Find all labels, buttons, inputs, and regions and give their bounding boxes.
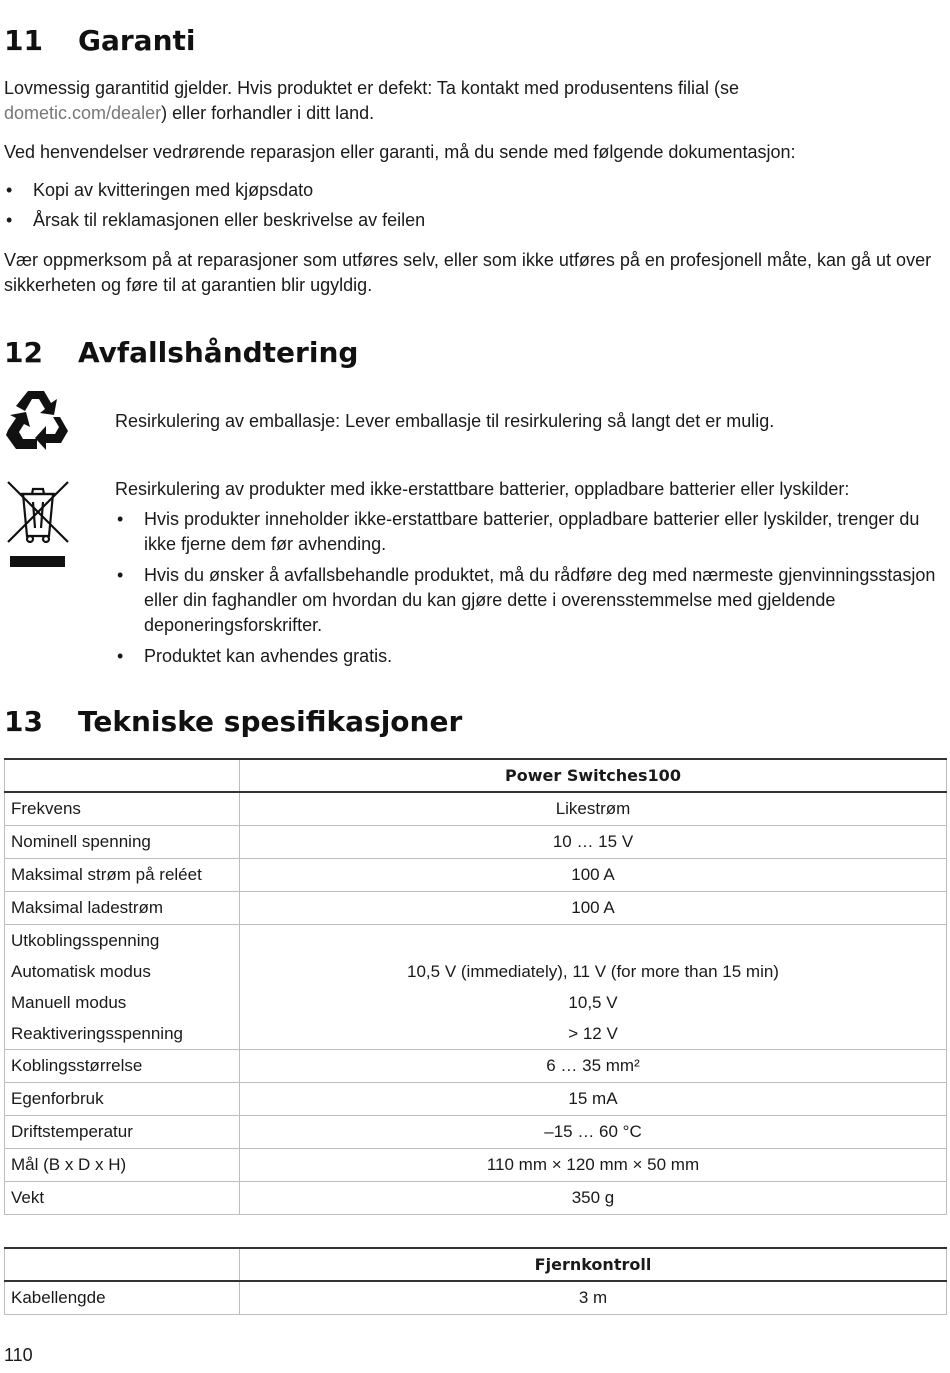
dealer-link[interactable]: dometic.com/dealer bbox=[4, 103, 162, 123]
list-item: • Hvis produkter inneholder ikke-erstattbare batterier, oppladbare batterier eller lyskilder, trenger du ikke fjerne dem før avhending. bbox=[115, 507, 945, 557]
table-cell: Reaktiveringsspenning bbox=[5, 1018, 240, 1050]
docs-intro: Ved henvendelser vedrørende reparasjon eller garanti, må du sende med følgende dokumentasjon: bbox=[4, 142, 796, 162]
weee-intro: Resirkulering av produkter med ikke-erstattbare batterier, oppladbare batterier eller lyskilder: bbox=[115, 479, 850, 499]
table-cell: 350 g bbox=[240, 1182, 947, 1215]
table-row bbox=[5, 1281, 947, 1315]
table-cell: Koblingsstørrelse bbox=[5, 1050, 240, 1083]
table-row bbox=[5, 826, 947, 859]
table-cell: Nominell spenning bbox=[5, 826, 240, 859]
table-row bbox=[5, 892, 947, 925]
table-header-row bbox=[5, 1248, 947, 1281]
table-cell: Maksimal ladestrøm bbox=[5, 892, 240, 925]
table-row bbox=[5, 1182, 947, 1215]
table-row bbox=[5, 1050, 947, 1083]
section-11-heading bbox=[4, 24, 196, 57]
section-number: 12 bbox=[4, 336, 43, 369]
docs-list bbox=[4, 178, 904, 238]
spec-table bbox=[4, 758, 947, 1215]
table-header-row bbox=[5, 759, 947, 792]
section-title: Tekniske spesifikasjoner bbox=[78, 705, 463, 738]
table-cell: 15 mA bbox=[240, 1083, 947, 1116]
warranty-intro-text-end: ) eller forhandler i ditt land. bbox=[161, 103, 375, 123]
section-number: 11 bbox=[4, 24, 43, 57]
table-row bbox=[5, 956, 947, 987]
table-cell: Utkoblingsspenning bbox=[5, 925, 240, 957]
table-cell: Manuell modus bbox=[5, 987, 240, 1018]
table-cell: Kabellengde bbox=[5, 1281, 240, 1315]
table-header-cell: Power Switches100 bbox=[240, 759, 947, 792]
table-row bbox=[5, 1018, 947, 1050]
remote-table bbox=[4, 1247, 947, 1315]
section-13-heading bbox=[4, 705, 462, 738]
table-cell: 10 … 15 V bbox=[240, 826, 947, 859]
section-number: 13 bbox=[4, 705, 43, 738]
section-12-heading bbox=[4, 336, 358, 369]
section-title: Avfallshåndtering bbox=[78, 336, 359, 369]
page-number: 110 bbox=[4, 1345, 33, 1365]
table-cell: Maksimal strøm på reléet bbox=[5, 859, 240, 892]
table-cell: 10,5 V (immediately), 11 V (for more than 15 min) bbox=[240, 956, 947, 987]
warranty-intro bbox=[4, 76, 904, 126]
table-cell: Vekt bbox=[5, 1182, 240, 1215]
warranty-intro-text: Lovmessig garantitid gjelder. Hvis produktet er defekt: Ta kontakt med produsentens filial (se bbox=[4, 78, 740, 98]
list-item: • Kopi av kvitteringen med kjøpsdato bbox=[4, 178, 904, 203]
table-row bbox=[5, 792, 947, 826]
table-cell: 110 mm × 120 mm × 50 mm bbox=[240, 1149, 947, 1182]
weee-list bbox=[115, 507, 945, 675]
table-row bbox=[5, 1083, 947, 1116]
recycle-text: Resirkulering av emballasje: Lever emballasje til resirkulering så langt det er mulig. bbox=[115, 411, 775, 431]
list-item: • Årsak til reklamasjonen eller beskrivelse av feilen bbox=[4, 208, 904, 233]
section-title: Garanti bbox=[78, 24, 196, 57]
table-cell: Likestrøm bbox=[240, 792, 947, 826]
table-header-cell: Fjernkontroll bbox=[240, 1248, 947, 1281]
table-row bbox=[5, 1149, 947, 1182]
table-cell: Driftstemperatur bbox=[5, 1116, 240, 1149]
table-header-cell bbox=[5, 759, 240, 792]
list-item: • Produktet kan avhendes gratis. bbox=[115, 644, 945, 669]
table-row bbox=[5, 987, 947, 1018]
table-cell: Frekvens bbox=[5, 792, 240, 826]
table-cell: 3 m bbox=[240, 1281, 947, 1315]
table-cell bbox=[240, 925, 947, 957]
table-cell: Mål (B x D x H) bbox=[5, 1149, 240, 1182]
table-cell: 100 A bbox=[240, 892, 947, 925]
table-cell: 6 … 35 mm² bbox=[240, 1050, 947, 1083]
warranty-warning: Vær oppmerksom på at reparasjoner som utføres selv, eller som ikke utføres på en profesjonell måte, kan gå ut over sikkerheten og føre til at garantien blir ugyldig. bbox=[4, 250, 932, 295]
table-cell: 100 A bbox=[240, 859, 947, 892]
list-item: • Hvis du ønsker å avfallsbehandle produktet, må du rådføre deg med nærmeste gjenvinningsstasjon eller din faghandler om hvordan du kan gjøre dette i overensstemmelse med gjeldende deponeringsforskrifter. bbox=[115, 563, 945, 638]
table-row bbox=[5, 1116, 947, 1149]
table-cell: > 12 V bbox=[240, 1018, 947, 1050]
table-cell: –15 … 60 °C bbox=[240, 1116, 947, 1149]
table-header-cell bbox=[5, 1248, 240, 1281]
table-cell: Automatisk modus bbox=[5, 956, 240, 987]
recycle-icon bbox=[4, 388, 70, 452]
crossed-out-bin-icon bbox=[6, 478, 70, 570]
table-cell: Egenforbruk bbox=[5, 1083, 240, 1116]
table-row bbox=[5, 925, 947, 957]
table-cell: 10,5 V bbox=[240, 987, 947, 1018]
table-row bbox=[5, 859, 947, 892]
